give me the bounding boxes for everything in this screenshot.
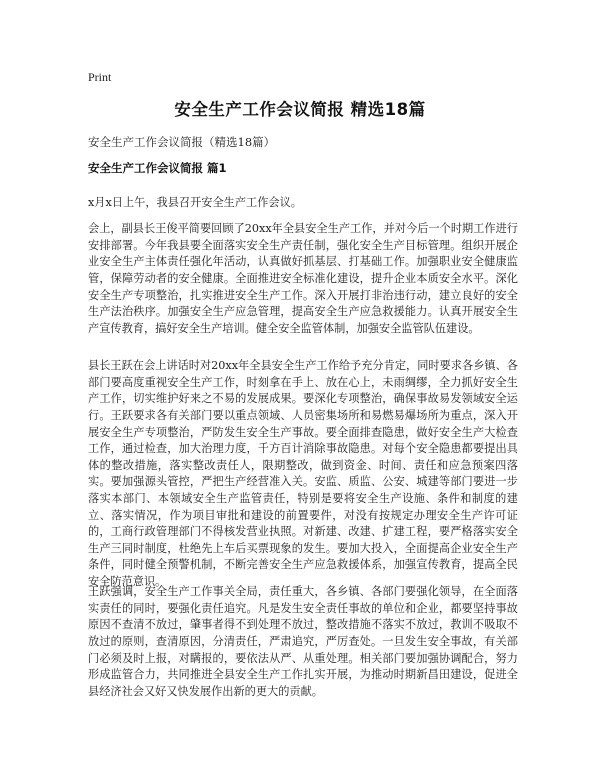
paragraph-body: 县长王跃在会上讲话时对20xx年全县安全生产工作给予充分肯定，同时要求各乡镇、各部门要高度重视安全生产工作，时刻拿在手上、放在心上，未雨绸缪，全力抓好安全生产工作，切实维护好来之不易的发展成果。要深化专项整治，确保事故易发领域安全运行。王跃要求各有关部门要以重点领域、人员密集场所和易燃易爆场所为重点，深入开展安全生产专项整治，严防发生安全生产事故。要全面排查隐患，做好安全生产大检查工作，通过检查，加大治理力度，千方百计消除事故隐患。对每个安全隐患都要提出具体的整改措施，落实整改责任人，限期整改，做到资金、时间、责任和应急预案四落实。要加强源头管控，严把生产经营准入关。安监、质监、公安、城建等部门要进一步落实本部门、本领域安全生产监管责任，特别是要将安全生产设施、条件和制度的建立、落实情况，作为项目审批和建设的前置要件，对没有按规定办理安全生产许可证的，工商行政管理部门不得核发营业执照。对新建、改建、扩建工程，要严格落实安全生产三同时制度，杜绝先上车后买票现象的发生。要加大投入，全面提高企业安全生产条件，同时健全预警机制，不断完善安全生产应急救援体系，加强宣传教育，提高全民安全防范意识。 xyxy=(88,359,518,588)
paragraph-body: 会上，副县长王俊平简要回顾了20xx年全县安全生产工作，并对今后一个时期工作进行安排部署。今年我县要全面落实安全生产责任制，强化安全生产目标管理。组织开展企业安全生产主体责任强化年活动，认真做好抓基层、打基础工作。加强职业安全健康监管，保障劳动者的安全健康。全面推进安全标准化建设，提升企业本质安全水平。深化安全生产专项整治，扎实推进安全生产工作。深入开展打非治违行动，建立良好的安全生产法治秩序。加强安全生产应急管理，提高安全生产应急救援能力。认真开展安全生产宣传教育，搞好安全生产培训。健全安全监管体制，加强安全监管队伍建设。 xyxy=(88,222,518,335)
print-link[interactable]: Print xyxy=(88,70,112,84)
section-heading: 安全生产工作会议简报 篇1 xyxy=(88,161,227,175)
paragraph-intro: x月x日上午，我县召开安全生产工作会议。 xyxy=(88,196,302,210)
paragraph-body: 王跃强调，安全生产工作事关全局，责任重大，各乡镇、各部门要强化领导，在全面落实责任的同时，要强化责任追究。凡是发生安全责任事故的单位和企业，都要坚持事故原因不查清不放过，肇事者得不到处理不放过，整改措施不落实不放过，教训不吸取不放过的原则，查清原因，分清责任，严肃追究，严厉查处。一旦发生安全事故，有关部门必须及时上报，对瞒报的，要依法从严、从重处理。相关部门要加强协调配合，努力形成监管合力，共同推进全县安全生产工作扎实开展，为推动时期新昌田建设，促进全县经济社会又好又快发展作出新的更大的贡献。 xyxy=(88,585,518,698)
page-title: 安全生产工作会议简报 精选18篇 xyxy=(174,100,426,119)
document-subtitle: 安全生产工作会议简报（精选18篇） xyxy=(88,135,276,149)
